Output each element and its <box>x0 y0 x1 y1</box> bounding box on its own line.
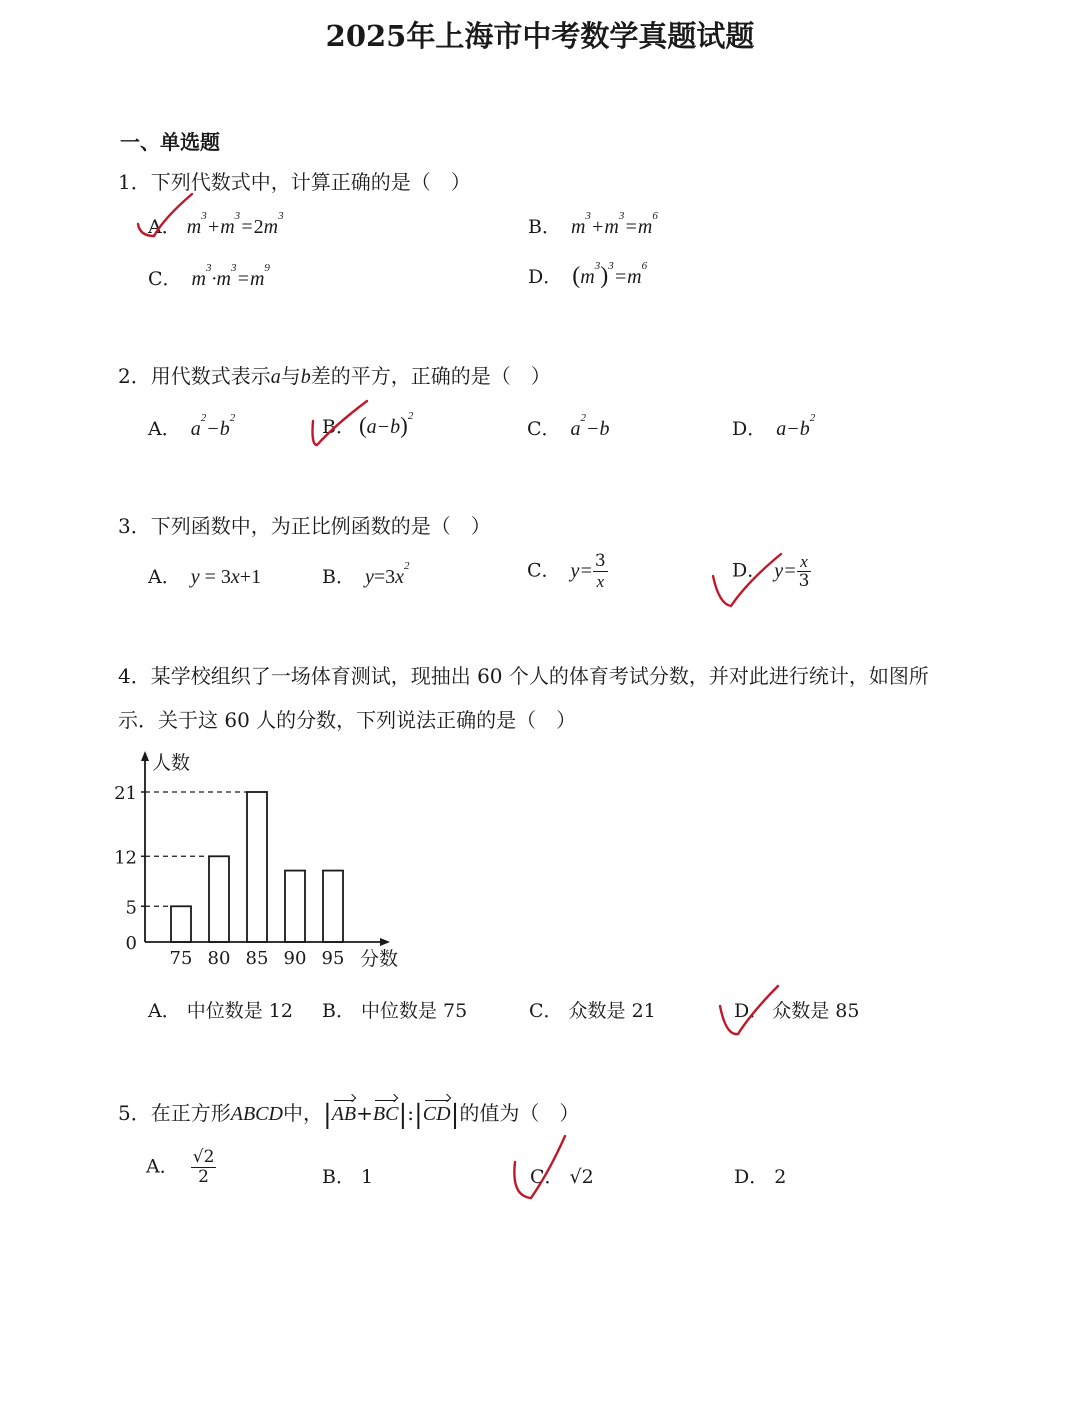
bar-95 <box>323 871 343 942</box>
option-letter: A． <box>148 566 181 588</box>
x-axis-label: 分数 <box>360 948 399 970</box>
q1-option-b[interactable]: B． $m^3+m^3=m^6$ <box>528 210 658 238</box>
q5-option-b[interactable]: B． 1 <box>322 1166 374 1188</box>
option-letter: C． <box>530 1166 564 1188</box>
q3-option-c[interactable]: C． y= $\frac{3}{x}$ <box>527 551 606 591</box>
x-tick-label: 90 <box>283 948 307 969</box>
option-letter: D． <box>732 559 767 582</box>
question-4-stem-line2: 示．关于这 60 人的分数，下列说法正确的是（ ） <box>118 708 577 732</box>
option-letter: C． <box>527 418 561 440</box>
q2-option-b[interactable]: B． $(a-b)^2$ <box>322 410 414 438</box>
q3-option-b[interactable]: B． $y=3x^2$ <box>322 560 410 588</box>
q1-option-a[interactable]: A． $m^3+m^3=2m^3$ <box>148 210 284 238</box>
option-letter: A． <box>148 1000 181 1022</box>
question-5-stem: 5．在正方形ABCD中，|AB+BC|:|CD|的值为（ ） <box>118 1100 580 1130</box>
y-tick-label: 0 <box>125 933 137 954</box>
q3-option-a[interactable]: A． y = 3x+1 <box>148 566 262 588</box>
question-2-stem: 2．用代数式表示a与b差的平方，正确的是（ ） <box>118 364 551 388</box>
fraction: $\frac{3}{x}$ <box>594 551 606 591</box>
y-tick-label: 12 <box>114 847 137 869</box>
option-letter: A． <box>148 418 181 440</box>
q1-option-c[interactable]: C． $m^3\cdot m^3=m^9$ <box>148 262 270 290</box>
q4-option-c[interactable] <box>529 996 656 1023</box>
q5-option-c[interactable]: C． √2 <box>530 1166 594 1188</box>
vector-cd: CD <box>422 1103 451 1125</box>
bar-85 <box>247 792 267 942</box>
option-letter: C． <box>148 268 182 290</box>
option-letter: D． <box>734 1166 769 1188</box>
x-tick-label: 85 <box>245 948 269 969</box>
question-1-stem: 1．下列代数式中，计算正确的是（ ） <box>118 170 471 194</box>
fraction: $\frac{x}{3}$ <box>798 552 810 591</box>
y-tick-label: 5 <box>125 897 137 919</box>
option-letter: A． <box>146 1155 179 1178</box>
q4-option-a[interactable] <box>148 996 293 1023</box>
y-axis-label: 人数 <box>152 752 191 774</box>
x-axis-arrow <box>380 938 390 946</box>
option-letter: D． <box>734 1000 769 1022</box>
option-text: 中位数是 75 <box>360 1000 468 1022</box>
x-tick-label: 80 <box>207 948 231 969</box>
option-letter: B． <box>528 216 561 238</box>
question-4-stem-line1: 4．某学校组织了一场体育测试，现抽出 60 个人的体育考试分数，并对此进行统计，如图所 <box>118 664 929 688</box>
q1-option-d[interactable]: D． $(m^3)^3=m^6$ <box>528 260 648 289</box>
q5-option-d[interactable]: D． 2 <box>734 1166 787 1188</box>
option-letter: B． <box>322 416 355 438</box>
option-letter: D． <box>528 266 563 288</box>
bar-chart <box>110 745 420 980</box>
option-letter: B． <box>322 566 355 588</box>
fraction: $\frac{√2}{2}$ <box>192 1147 215 1187</box>
section-heading: 一、单选题 <box>120 130 220 154</box>
vector-ab: AB <box>331 1103 357 1125</box>
q2-option-a[interactable]: A． $a^2-b^2$ <box>148 412 236 440</box>
option-text: 众数是 21 <box>568 1000 656 1022</box>
bar-80 <box>209 856 229 942</box>
page-title: 2025年上海市中考数学真题试题 <box>325 19 755 53</box>
option-letter: C． <box>527 559 561 582</box>
vector-bc: BC <box>372 1103 399 1125</box>
y-tick-label: 21 <box>114 783 137 804</box>
q4-option-b[interactable] <box>322 996 467 1023</box>
x-tick-label: 95 <box>321 948 345 969</box>
option-letter: C． <box>529 1000 563 1022</box>
square-name: ABCD <box>230 1103 283 1125</box>
x-tick-label: 75 <box>169 948 193 969</box>
option-text: 众数是 85 <box>772 1000 860 1022</box>
var-b: b <box>300 366 311 388</box>
var-a: a <box>270 366 281 388</box>
option-letter: B． <box>322 1166 355 1188</box>
q4-option-d[interactable] <box>734 996 859 1023</box>
option-letter: D． <box>732 418 767 440</box>
bar-90 <box>285 871 305 942</box>
question-3-stem: 3．下列函数中，为正比例函数的是（ ） <box>118 514 491 538</box>
q3-option-d[interactable]: D． y= $\frac{x}{3}$ <box>732 552 810 591</box>
y-axis-arrow <box>141 751 149 761</box>
option-text: 中位数是 12 <box>186 1000 293 1022</box>
option-letter: B． <box>322 1000 355 1022</box>
q2-option-c[interactable]: C． $a^2-b$ <box>527 412 610 440</box>
bar-75 <box>171 906 191 942</box>
option-letter: A． <box>148 216 181 238</box>
q5-option-a[interactable] <box>146 1148 216 1187</box>
q2-option-d[interactable]: D． $a-b^2$ <box>732 412 816 440</box>
